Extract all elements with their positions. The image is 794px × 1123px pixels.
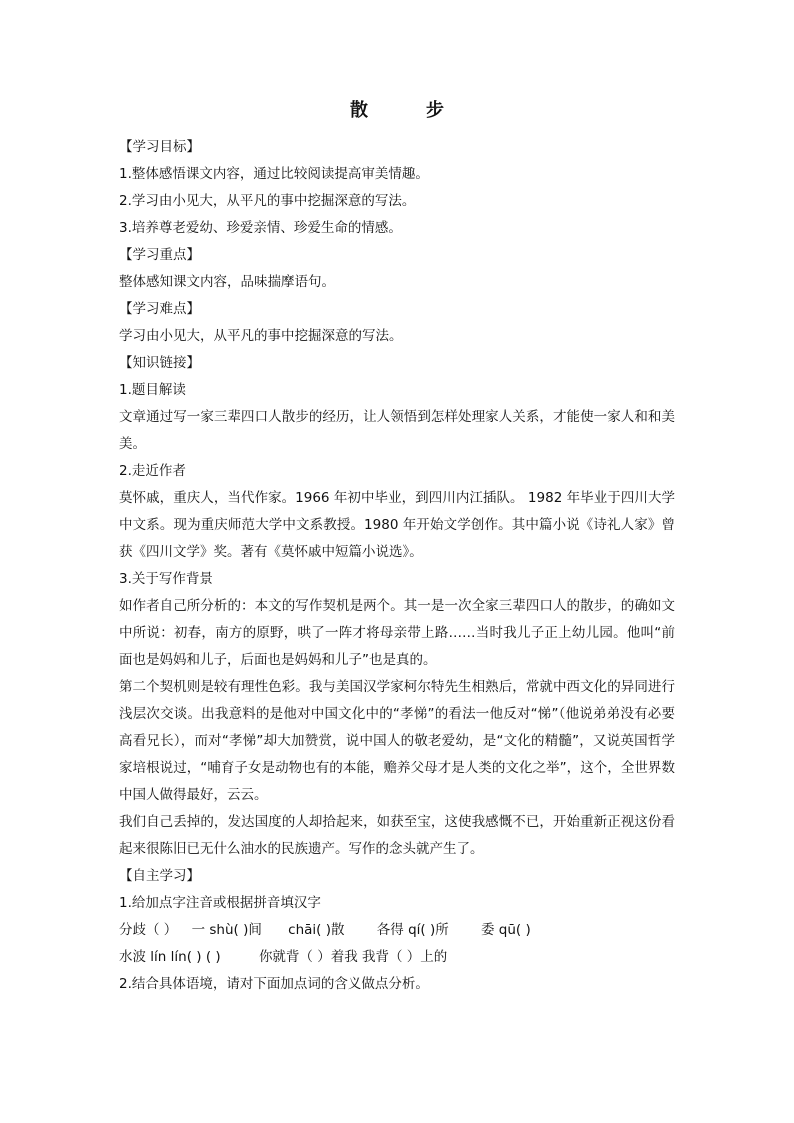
focus-text: 整体感知课文内容，品味揣摩语句。 [119,274,335,290]
exercise-item: chāi( )散 [288,922,345,938]
document-body [119,134,675,998]
background-paragraph-2: 第二个契机则是较有理性色彩。我与美国汉学家柯尔特先生相熟后，常就中西文化的异同进行浅层次交谈。出我意料的是他对中国文化中的“孝悌”的看法一他反对“悌”（他说弟弟没有必要高看兄长），而对“孝悌”却大加赞赏，说中国人的敬老爱幼，是“文化的精髓”，又说英国哲学家培根说过，“哺育子女是动物也有的本能，赡养父母才是人类的文化之举”，这个，全世界数中国人做得最好，云云。 [119,679,675,803]
title-reading-paragraph: 文章通过写一家三辈四口人散步的经历，让人领悟到怎样处理家人关系，才能使一家人和和美美。 [119,409,675,452]
background-paragraph-3: 我们自己丢掉的，发达国度的人却拾起来，如获至宝，这使我感慨不已，开始重新正视这份看起来很陈旧已无什么油水的民族遗产。写作的念头就产生了。 [119,814,675,857]
exercise-item: 各得 qí( )所 [376,922,449,938]
exercise1-row-2 [119,944,675,971]
links-heading: 【知识链接】 [119,355,200,371]
exercise-item: 一 shù( )间 [191,922,262,938]
background-heading: 3.关于写作背景 [119,571,213,587]
exercise-item: 水波 lín lín( ) ( ) [119,949,221,965]
difficulty-text: 学习由小见大，从平凡的事中挖掘深意的写法。 [119,328,403,344]
exercise-item: 分歧（ ） [119,922,178,938]
exercise-item: 委 qū( ) [481,922,531,938]
goal-item: 2.学习由小见大，从平凡的事中挖掘深意的写法。 [119,193,416,209]
self-study-heading: 【自主学习】 [119,868,200,884]
title-reading-heading: 1.题目解读 [119,382,186,398]
author-paragraph: 莫怀戚，重庆人，当代作家。1966 年初中毕业，到四川内江插队。 1982 年毕业于四川大学中文系。现为重庆师范大学中文系教授。1980 年开始文学创作。其中篇小说《诗礼人家》曾获《四川文学》奖。著有《莫怀戚中短篇小说选》。 [119,490,675,560]
focus-heading: 【学习重点】 [119,247,200,263]
exercise1-heading: 1.给加点字注音或根据拼音填汉字 [119,895,321,911]
page-title: 散 步 [350,100,464,121]
goal-item: 3.培养尊老爱幼、珍爱亲情、珍爱生命的情感。 [119,220,402,236]
exercise2-heading: 2.结合具体语境，请对下面加点词的含义做点分析。 [119,976,429,992]
difficulty-heading: 【学习难点】 [119,301,200,317]
exercise-item: 你就背（ ）着我 我背（ ）上的 [258,949,448,965]
author-heading: 2.走近作者 [119,463,186,479]
background-paragraph-1: 如作者自己所分析的：本文的写作契机是两个。其一是一次全家三辈四口人的散步，的确如文中所说：初春，南方的原野，哄了一阵才将母亲带上路……当时我儿子正上幼儿园。他叫“前面也是妈妈和儿子，后面也是妈妈和儿子”也是真的。 [119,598,675,668]
goal-item: 1.整体感悟课文内容，通过比较阅读提高审美情趣。 [119,166,429,182]
goals-heading: 【学习目标】 [119,139,200,155]
exercise1-row-1 [119,917,675,944]
